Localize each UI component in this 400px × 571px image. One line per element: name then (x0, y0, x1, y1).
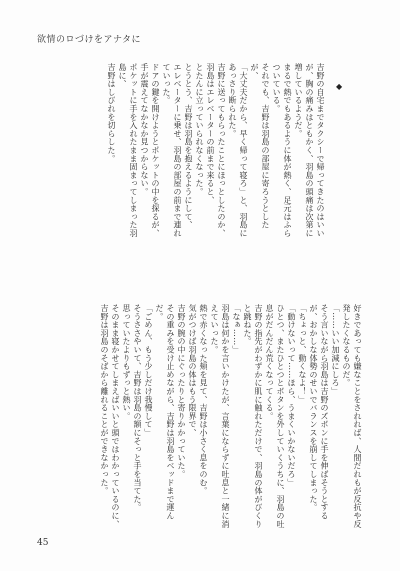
upper-text-block (70, 63, 326, 239)
text-line: とうとう、吉野は羽島を抱えるようにして、 (184, 63, 193, 229)
text-line: まるで熱でもあるように体が熱く、足元はふらついている。 (272, 63, 292, 238)
text-line: 手が震えてなかなか見つからない。 (140, 63, 149, 196)
lower-text-block (37, 304, 363, 536)
text-line: そうささやいて、吉野は羽島の額にそっと手を当てた。 (133, 304, 142, 512)
running-title: 欲情のロづけをアナタに (37, 35, 142, 45)
text-line: ポケットに手を入れたまま固まってしまった羽島に、 (118, 63, 138, 238)
text-line: 「……いい加減にしろ」 (331, 304, 340, 396)
text-line: そのまま寝かせてしまえばいいと頭ではわかっているのに、 (111, 304, 120, 529)
text-line: エレベーターに乗せ、羽島の部屋の前まで連れていった。 (162, 63, 182, 238)
text-line: 吉野の自宅までタクシーで帰ってきたのはいいが、胸の痛みはともかく、羽島の頭痛は次第に増しているようだ。 (294, 63, 325, 238)
text-line: そう言いながら羽島は吉野のズボンに手を伸ばそうとするが、おかしな体勢のせいでバランスを崩してしまった。 (309, 304, 329, 520)
text-line: 「動けないって……ほら、うまくいかないだろ」 (287, 304, 296, 487)
text-line: 吉野は羽島のそばから離れることができなかった。 (100, 304, 109, 495)
text-line: 吉野の指先がわずかに肌に触れただけで、羽島の体がびくりと跳ねた。 (243, 304, 263, 529)
text-line: 熱で赤くなった頬を見て、吉野は小さく息をのむ。 (199, 304, 208, 495)
text-line: 「ちょっと、動くなよ！」 (298, 304, 307, 404)
text-line: 気がつけば羽島の体はもう限界で、 (188, 304, 197, 437)
text-line: 吉野はしびれを切らした。 (107, 63, 116, 163)
text-line: それでも、吉野は羽島の部屋に寄ろうとしたが、 (250, 63, 270, 229)
text-line: 羽島は何かを言いかけたが、言葉にならずに吐息と一緒に消えていった。 (210, 304, 230, 529)
section-break-mark: ◆ (336, 82, 343, 91)
text-line: 吉野の腕の中にぐったりと寄りかかっていた。 (177, 304, 186, 479)
text-line: その重みを受け止めながら、吉野は羽島をベッドまで運んだ。 (155, 304, 175, 520)
text-line: 「ごめん、もう少しだけ我慢して」 (144, 304, 153, 437)
text-line: 「大丈夫だから、早く帰って寝ろ」と、羽島にあっさり断られた。 (228, 63, 248, 238)
text-line: ドアの鍵を開けようとポケットの中を探るが、 (151, 63, 160, 238)
text-line: 吉野に送ってもらったことにほっとしたのか、羽島はエレベーターの前まで来ると、 (206, 63, 226, 238)
text-line: とたんに立っていられなくなった。 (195, 63, 204, 196)
page-number: 45 (37, 538, 49, 548)
text-line: 思っていたよりもずっと熱い。 (122, 304, 131, 421)
text-line: 「なぁ……」 (232, 304, 241, 354)
text-line: 好きであっても嫌なことをされれば、人間だれもが反抗や反発したくなるものだ。 (342, 304, 362, 529)
text-line: ひとつ、またひとつとボタンを外していくうちに、羽島の吐息がだんだん荒くなってくる。 (265, 304, 285, 529)
